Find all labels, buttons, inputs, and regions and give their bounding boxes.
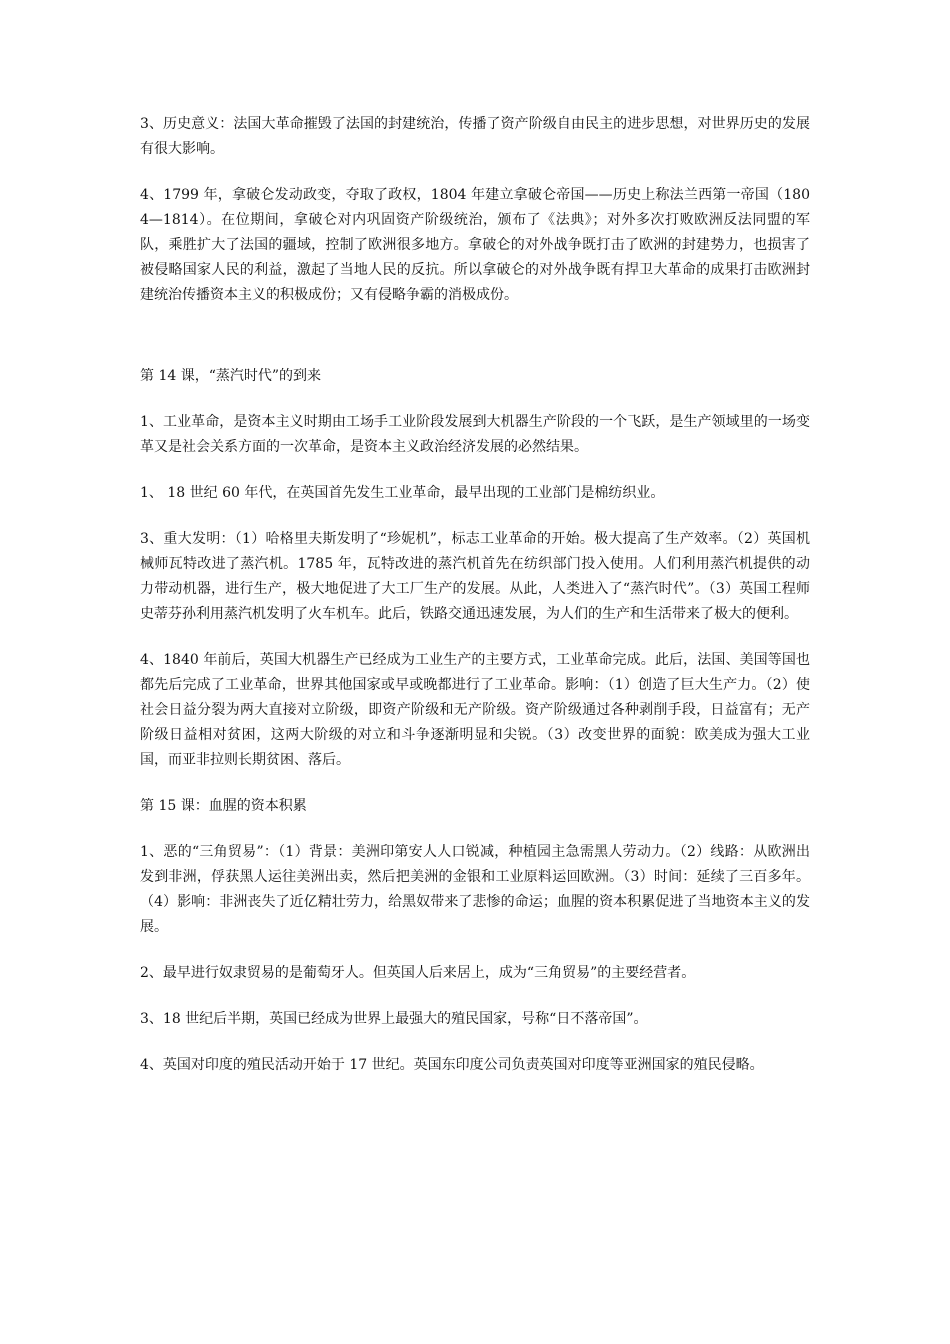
paragraph: 1、工业革命，是资本主义时期由工场手工业阶段发展到大机器生产阶段的一个飞跃，是生产领域里的一场变革又是社会关系方面的一次革命，是资本主义政治经济发展的必然结果。	[140, 414, 810, 455]
section-gap	[140, 329, 810, 364]
paragraph: 1、 18 世纪 60 年代，在英国首先发生工业革命，最早出现的工业部门是棉纺织业。	[140, 485, 665, 501]
lesson-14-heading: 第 14 课，“蒸汽时代”的到来	[140, 368, 322, 384]
paragraph: 4、英国对印度的殖民活动开始于 17 世纪。英国东印度公司负责英国对印度等亚洲国家的殖民侵略。	[140, 1057, 764, 1073]
paragraph: 4、1840 年前后，英国大机器生产已经成为工业生产的主要方式，工业革命完成。此后，法国、美国等国也都先后完成了工业革命，世界其他国家或早或晚都进行了工业革命。影响：（1）创造了巨大生产力。（2）使社会日益分裂为两大直接对立阶级，即资产阶级和无产阶级。资产阶级通过各种剥削手段，日益富有；无产阶级日益相对贫困，这两大阶级的对立和斗争逐渐明显和尖锐。（3）改变世界的面貌：欧美成为强大工业国，而亚非拉则长期贫困、落后。	[140, 652, 810, 768]
paragraph: 3、历史意义：法国大革命摧毁了法国的封建统治，传播了资产阶级自由民主的进步思想，对世界历史的发展有很大影响。	[140, 116, 810, 157]
document-page	[140, 112, 810, 1099]
paragraph: 3、重大发明：（1）哈格里夫斯发明了“珍妮机”，标志工业革命的开始。极大提高了生产效率。（2）英国机械师瓦特改进了蒸汽机。1785 年，瓦特改进的蒸汽机首先在纺织部门投入使用。人们利用蒸汽机提供的动力带动机器，进行生产，极大地促进了大工厂生产的发展。从此，人类进入了“蒸汽时代”。（3）英国工程师史蒂芬孙利用蒸汽机发明了火车机车。此后，铁路交通迅速发展，为人们的生产和生活带来了极大的便利。	[140, 531, 810, 622]
paragraph: 3、18 世纪后半期，英国已经成为世界上最强大的殖民国家，号称“日不落帝国”。	[140, 1011, 648, 1027]
paragraph: 1、恶的“三角贸易”：（1）背景：美洲印第安人人口锐减，种植园主急需黑人劳动力。（2）线路：从欧洲出发到非洲，俘获黑人运往美洲出卖，然后把美洲的金银和工业原料运回欧洲。（3）时间：延续了三百多年。（4）影响：非洲丧失了近亿精壮劳力，给黑奴带来了悲惨的命运；血腥的资本积累促进了当地资本主义的发展。	[140, 844, 810, 935]
paragraph: 4、1799 年，拿破仑发动政变，夺取了政权，1804 年建立拿破仑帝国——历史上称法兰西第一帝国（1804—1814）。在位期间，拿破仑对内巩固资产阶级统治，颁布了《法典》；对外多次打败欧洲反法同盟的军队，乘胜扩大了法国的疆域，控制了欧洲很多地方。拿破仑的对外战争既打击了欧洲的封建势力，也损害了被侵略国家人民的利益，激起了当地人民的反抗。所以拿破仑的对外战争既有捍卫大革命的成果打击欧洲封建统治传播资本主义的积极成份；又有侵略争霸的消极成份。	[140, 187, 810, 303]
lesson-15-heading: 第 15 课：血腥的资本积累	[140, 798, 307, 814]
paragraph: 2、最早进行奴隶贸易的是葡萄牙人。但英国人后来居上，成为“三角贸易”的主要经营者。	[140, 965, 696, 981]
